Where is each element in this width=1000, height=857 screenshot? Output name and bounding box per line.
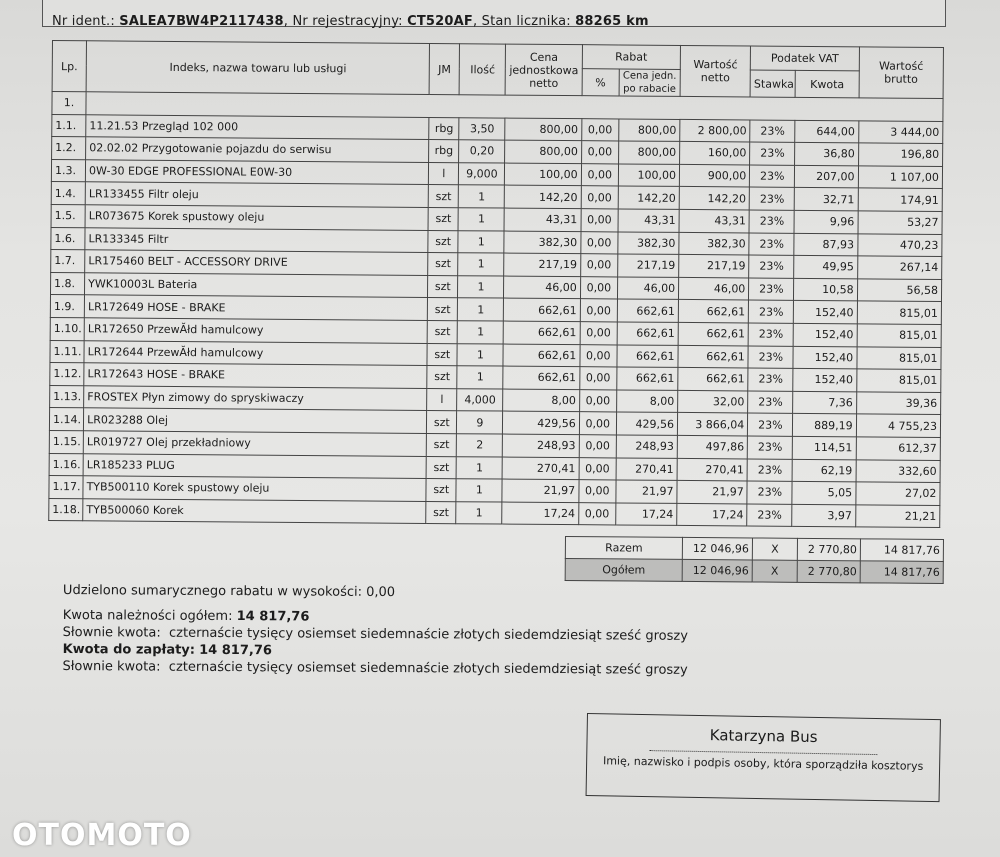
registration-label: , Nr rejestracyjny: — [283, 14, 403, 29]
row-vat-rate: 23% — [749, 255, 794, 278]
row-net-value: 662,61 — [678, 300, 748, 323]
ogolem-rate: X — [752, 560, 797, 582]
row-unit: szt — [428, 253, 458, 276]
row-discounted-price: 662,61 — [617, 344, 678, 367]
row-unit: szt — [426, 433, 456, 456]
row-vat-rate: 23% — [747, 504, 792, 527]
row-unit-price: 100,00 — [505, 163, 581, 186]
row-unit-price: 21,97 — [502, 479, 578, 502]
registration-value: CT520AF — [407, 14, 473, 29]
row-quantity: 1 — [459, 185, 505, 208]
row-item-name: LR023288 Olej — [84, 408, 427, 433]
row-unit-price: 662,61 — [503, 366, 579, 389]
row-unit: szt — [428, 275, 458, 298]
row-vat-amount: 152,40 — [794, 323, 857, 346]
row-unit-price: 270,41 — [503, 457, 579, 480]
row-discount-percent: 0,00 — [579, 412, 616, 435]
row-unit: szt — [427, 320, 457, 343]
row-quantity: 4,000 — [457, 388, 503, 411]
row-vat-rate: 23% — [750, 165, 795, 188]
signer-name: Katarzyna Bus — [709, 726, 818, 747]
row-lp: 1.18. — [49, 498, 83, 521]
row-item-name: TYB500110 Korek spustowy oleju — [83, 476, 426, 501]
header-vat: Podatek VAT — [751, 46, 860, 71]
row-discount-percent: 0,00 — [581, 186, 618, 209]
row-discount-percent: 0,00 — [580, 276, 617, 299]
due-value: 14 817,76 — [236, 609, 310, 625]
ogolem-vat: 2 770,80 — [797, 560, 860, 582]
row-lp: 1.10. — [50, 317, 84, 340]
row-discount-percent: 0,00 — [581, 209, 618, 232]
row-vat-amount: 7,36 — [793, 391, 856, 414]
discount-line: Udzielono sumarycznego rabatu w wysokości: 0,00 — [62, 583, 396, 601]
row-gross-value: 174,91 — [858, 188, 943, 211]
row-gross-value: 1 107,00 — [858, 166, 943, 189]
row-gross-value: 27,02 — [856, 482, 941, 505]
row-vat-amount: 889,19 — [793, 414, 856, 437]
row-unit: l — [427, 388, 457, 411]
row-net-value: 46,00 — [679, 277, 749, 300]
ogolem-gross: 14 817,76 — [860, 561, 943, 584]
amount-in-words-1: czternaście tysięcy osiemset siedemnaście złotych siedemdziesiąt sześć groszy — [168, 625, 688, 644]
pay-value: 14 817,76 — [199, 642, 272, 659]
row-discount-percent: 0,00 — [580, 322, 617, 345]
row-item-name: LR175460 BELT - ACCESSORY DRIVE — [85, 250, 428, 275]
row-unit: rbg — [429, 117, 459, 140]
row-discount-percent: 0,00 — [579, 435, 616, 458]
row-vat-amount: 114,51 — [793, 436, 856, 459]
row-discounted-price: 662,61 — [617, 322, 678, 345]
row-net-value: 32,00 — [678, 390, 748, 413]
ogolem-net: 12 046,96 — [682, 559, 752, 582]
header-gross-value: Wartość brutto — [859, 47, 944, 99]
otomoto-watermark-logo: OTOMOTO — [12, 818, 192, 853]
row-gross-value: 3 444,00 — [858, 120, 943, 143]
row-item-name: 02.02.02 Przygotowanie pojazdu do serwisu — [86, 137, 429, 162]
row-vat-amount: 3,97 — [792, 504, 855, 527]
row-unit-price: 142,20 — [505, 185, 581, 208]
row-discount-percent: 0,00 — [581, 141, 618, 164]
row-gross-value: 815,01 — [857, 346, 942, 369]
header-vat-amount: Kwota — [795, 70, 858, 97]
row-discounted-price: 800,00 — [619, 119, 680, 142]
row-vat-amount: 9,96 — [794, 210, 857, 233]
row-lp: 1.4. — [51, 182, 85, 205]
row-item-name: TYB500060 Korek — [83, 498, 426, 523]
row-unit-price: 800,00 — [505, 118, 581, 141]
razem-label: Razem — [565, 537, 682, 560]
row-vat-amount: 152,40 — [794, 301, 857, 324]
row-lp: 1.14. — [49, 408, 83, 431]
row-unit-price: 46,00 — [504, 276, 580, 299]
row-vat-rate: 23% — [748, 436, 793, 459]
row-vat-rate: 23% — [748, 391, 793, 414]
row-vat-amount: 207,00 — [795, 165, 858, 188]
row-vat-rate: 23% — [749, 233, 794, 256]
row-quantity: 2 — [457, 434, 503, 457]
row-discount-percent: 0,00 — [578, 502, 615, 525]
row-unit: szt — [426, 456, 456, 479]
row-lp: 1.5. — [51, 204, 85, 227]
header-net-value: Wartość netto — [680, 45, 751, 97]
row-unit: szt — [426, 479, 456, 502]
row-unit: szt — [426, 501, 456, 524]
row-lp: 1.16. — [49, 453, 83, 476]
cost-estimate-table — [48, 40, 944, 528]
row-gross-value: 4 755,23 — [856, 414, 941, 437]
row-vat-amount: 49,95 — [794, 255, 857, 278]
row-vat-rate: 23% — [750, 142, 795, 165]
row-quantity: 9,000 — [459, 162, 505, 185]
row-vat-amount: 32,71 — [795, 188, 858, 211]
row-net-value: 662,61 — [678, 368, 748, 391]
row-discount-percent: 0,00 — [579, 389, 616, 412]
row-lp: 1.12. — [50, 363, 84, 386]
row-unit-price: 662,61 — [504, 298, 580, 321]
row-gross-value: 332,60 — [856, 459, 941, 482]
header-unit-price: Cena jednostkowa netto — [506, 44, 583, 96]
row-discounted-price: 142,20 — [618, 186, 679, 209]
row-item-name: 0W-30 EDGE PROFESSIONAL E0W-30 — [85, 160, 428, 185]
row-net-value: 382,30 — [679, 232, 749, 255]
row-item-name: LR172643 HOSE - BRAKE — [84, 363, 427, 388]
row-quantity: 1 — [458, 230, 504, 253]
row-unit: szt — [428, 298, 458, 321]
row-discounted-price: 382,30 — [618, 232, 679, 255]
row-gross-value: 39,36 — [856, 392, 941, 415]
row-lp: 1.17. — [49, 476, 83, 499]
row-gross-value: 815,01 — [857, 324, 942, 347]
row-quantity: 9 — [457, 411, 503, 434]
row-vat-rate: 23% — [748, 413, 793, 436]
row-vat-amount: 62,19 — [792, 459, 855, 482]
row-quantity: 1 — [456, 501, 502, 524]
row-discounted-price: 270,41 — [616, 457, 677, 480]
words-label-2: Słownie kwota: — [62, 658, 161, 675]
row-unit-price: 662,61 — [504, 321, 580, 344]
due-label: Kwota należności ogółem: — [62, 607, 233, 625]
row-quantity: 1 — [458, 208, 504, 231]
vin-value: SALEA7BW4P2117438 — [119, 14, 284, 29]
row-lp: 1.9. — [50, 295, 84, 318]
row-discounted-price: 662,61 — [617, 367, 678, 390]
row-lp: 1.13. — [50, 385, 84, 408]
row-unit: szt — [427, 411, 457, 434]
signature-dotted-line — [649, 750, 877, 755]
row-lp: 1.2. — [52, 137, 86, 160]
row-item-name: 11.21.53 Przegląd 102 000 — [86, 114, 429, 139]
row-vat-amount: 152,40 — [793, 368, 856, 391]
vehicle-info-line — [52, 14, 649, 29]
row-net-value: 2 800,00 — [680, 119, 750, 142]
row-unit-price: 43,31 — [505, 208, 581, 231]
row-discount-percent: 0,00 — [580, 254, 617, 277]
row-item-name: LR172650 PrzewĂłd hamulcowy — [84, 318, 427, 343]
header-discounted-price: Cena jedn. po rabacie — [619, 69, 680, 96]
row-item-name: LR185233 PLUG — [83, 453, 426, 478]
razem-vat: 2 770,80 — [797, 538, 860, 560]
row-net-value: 3 866,04 — [677, 413, 747, 436]
row-vat-amount: 36,80 — [795, 143, 858, 166]
row-gross-value: 815,01 — [856, 369, 941, 392]
row-gross-value: 815,01 — [857, 301, 942, 324]
row-vat-rate: 23% — [749, 300, 794, 323]
row-discounted-price: 43,31 — [618, 209, 679, 232]
row-item-name: LR133455 Filtr oleju — [85, 182, 428, 207]
row-unit-price: 662,61 — [503, 344, 579, 367]
row-discount-percent: 0,00 — [580, 299, 617, 322]
row-gross-value: 56,58 — [857, 279, 942, 302]
row-discount-percent: 0,00 — [581, 118, 618, 141]
row-vat-rate: 23% — [750, 120, 795, 143]
header-index-name: Indeks, nazwa towaru lub usługi — [86, 41, 430, 95]
odometer-value: 88265 km — [575, 14, 649, 29]
row-lp: 1.1. — [52, 114, 86, 137]
row-net-value: 17,24 — [677, 503, 747, 526]
row-vat-amount: 152,40 — [793, 346, 856, 369]
row-vat-amount: 5,05 — [792, 481, 855, 504]
row-unit-price: 8,00 — [503, 389, 579, 412]
row-item-name: LR133345 Filtr — [85, 227, 428, 252]
row-gross-value: 267,14 — [857, 256, 942, 279]
header-discount-percent: % — [582, 69, 619, 96]
row-net-value: 497,86 — [677, 435, 747, 458]
header-discount: Rabat — [582, 45, 680, 70]
words-label-1: Słownie kwota: — [62, 624, 161, 641]
header-quantity: Ilość — [459, 44, 506, 95]
section-number: 1. — [52, 92, 86, 115]
row-unit-price: 800,00 — [505, 140, 581, 163]
row-discounted-price: 8,00 — [616, 390, 677, 413]
razem-net: 12 046,96 — [682, 537, 752, 560]
row-discounted-price: 217,19 — [618, 254, 679, 277]
razem-gross: 14 817,76 — [860, 539, 943, 562]
row-unit-price: 17,24 — [502, 502, 578, 525]
row-unit: szt — [428, 230, 458, 253]
row-net-value: 900,00 — [679, 164, 749, 187]
row-vat-amount: 10,58 — [794, 278, 857, 301]
header-lp: Lp. — [52, 41, 87, 92]
row-lp: 1.11. — [50, 340, 84, 363]
row-item-name: LR172649 HOSE - BRAKE — [84, 295, 427, 320]
row-lp: 1.15. — [49, 430, 83, 453]
row-net-value: 21,97 — [677, 481, 747, 504]
row-lp: 1.7. — [51, 250, 85, 273]
row-net-value: 217,19 — [679, 255, 749, 278]
row-discounted-price: 662,61 — [617, 299, 678, 322]
row-item-name: FROSTEX Płyn zimowy do spryskiwaczy — [84, 385, 427, 410]
row-discounted-price: 429,56 — [616, 412, 677, 435]
amount-in-words-2: czternaście tysięcy osiemset siedemnaście złotych siedemdziesiąt sześć groszy — [168, 659, 688, 678]
row-discounted-price: 100,00 — [618, 164, 679, 187]
row-discount-percent: 0,00 — [579, 457, 616, 480]
row-discounted-price: 17,24 — [616, 503, 677, 526]
row-net-value: 142,20 — [679, 187, 749, 210]
summary-row-ogolem — [565, 559, 943, 584]
row-unit: rbg — [429, 140, 459, 163]
vin-label: Nr ident.: — [52, 14, 115, 29]
ogolem-label: Ogółem — [565, 559, 682, 582]
row-unit-price: 248,93 — [503, 434, 579, 457]
row-vat-rate: 23% — [749, 278, 794, 301]
row-discount-percent: 0,00 — [580, 344, 617, 367]
row-unit-price: 429,56 — [503, 411, 579, 434]
row-gross-value: 612,37 — [856, 437, 941, 460]
row-vat-rate: 23% — [748, 346, 793, 369]
row-unit-price: 382,30 — [504, 231, 580, 254]
row-gross-value: 53,27 — [858, 211, 943, 234]
summary-row-razem — [565, 537, 943, 562]
row-quantity: 1 — [457, 366, 503, 389]
row-item-name: YWK10003L Bateria — [85, 273, 428, 298]
row-lp: 1.6. — [51, 227, 85, 250]
row-quantity: 3,50 — [459, 117, 505, 140]
row-gross-value: 470,23 — [857, 233, 942, 256]
row-vat-rate: 23% — [747, 458, 792, 481]
row-discount-percent: 0,00 — [579, 480, 616, 503]
row-quantity: 1 — [457, 343, 503, 366]
row-item-name: LR019727 Olej przekładniowy — [83, 431, 426, 456]
pay-label: Kwota do zapłaty: — [62, 641, 196, 658]
row-unit: szt — [428, 185, 458, 208]
row-unit-price: 217,19 — [504, 253, 580, 276]
row-discount-percent: 0,00 — [581, 163, 618, 186]
row-vat-amount: 87,93 — [794, 233, 857, 256]
header-vat-rate: Stawka — [750, 70, 795, 97]
row-quantity: 1 — [456, 479, 502, 502]
row-quantity: 1 — [458, 298, 504, 321]
signature-caption: Imię, nazwisko i podpis osoby, która sporządziła kosztorys — [602, 754, 924, 773]
row-lp: 1.8. — [50, 272, 84, 295]
row-gross-value: 196,80 — [858, 143, 943, 166]
row-item-name: LR073675 Korek spustowy oleju — [85, 205, 428, 230]
header-unit: JM — [429, 43, 459, 94]
row-discounted-price: 248,93 — [616, 435, 677, 458]
row-unit: szt — [427, 343, 457, 366]
row-unit: szt — [428, 207, 458, 230]
row-quantity: 1 — [458, 253, 504, 276]
row-quantity: 1 — [456, 456, 502, 479]
row-unit: l — [429, 162, 459, 185]
row-quantity: 1 — [457, 321, 503, 344]
row-gross-value: 21,21 — [855, 505, 940, 528]
row-vat-rate: 23% — [749, 187, 794, 210]
summary-table — [565, 536, 944, 584]
row-net-value: 662,61 — [678, 345, 748, 368]
row-discounted-price: 46,00 — [617, 277, 678, 300]
signature-box — [586, 713, 941, 802]
row-net-value: 160,00 — [680, 142, 750, 165]
odometer-label: , Stan licznika: — [472, 14, 571, 29]
row-vat-rate: 23% — [749, 210, 794, 233]
row-unit: szt — [427, 366, 457, 389]
row-discount-percent: 0,00 — [580, 367, 617, 390]
row-discount-percent: 0,00 — [581, 231, 618, 254]
row-net-value: 43,31 — [679, 209, 749, 232]
row-vat-rate: 23% — [748, 368, 793, 391]
row-lp: 1.3. — [51, 159, 85, 182]
row-vat-rate: 23% — [748, 323, 793, 346]
row-vat-rate: 23% — [747, 481, 792, 504]
row-vat-amount: 644,00 — [795, 120, 858, 143]
row-discounted-price: 800,00 — [618, 141, 679, 164]
row-item-name: LR172644 PrzewĂłd hamulcowy — [84, 340, 427, 365]
totals-block — [62, 582, 688, 679]
row-quantity: 0,20 — [459, 140, 505, 163]
row-discounted-price: 21,97 — [616, 480, 677, 503]
razem-rate: X — [752, 538, 797, 560]
row-net-value: 270,41 — [677, 458, 747, 481]
row-quantity: 1 — [458, 275, 504, 298]
row-net-value: 662,61 — [678, 322, 748, 345]
